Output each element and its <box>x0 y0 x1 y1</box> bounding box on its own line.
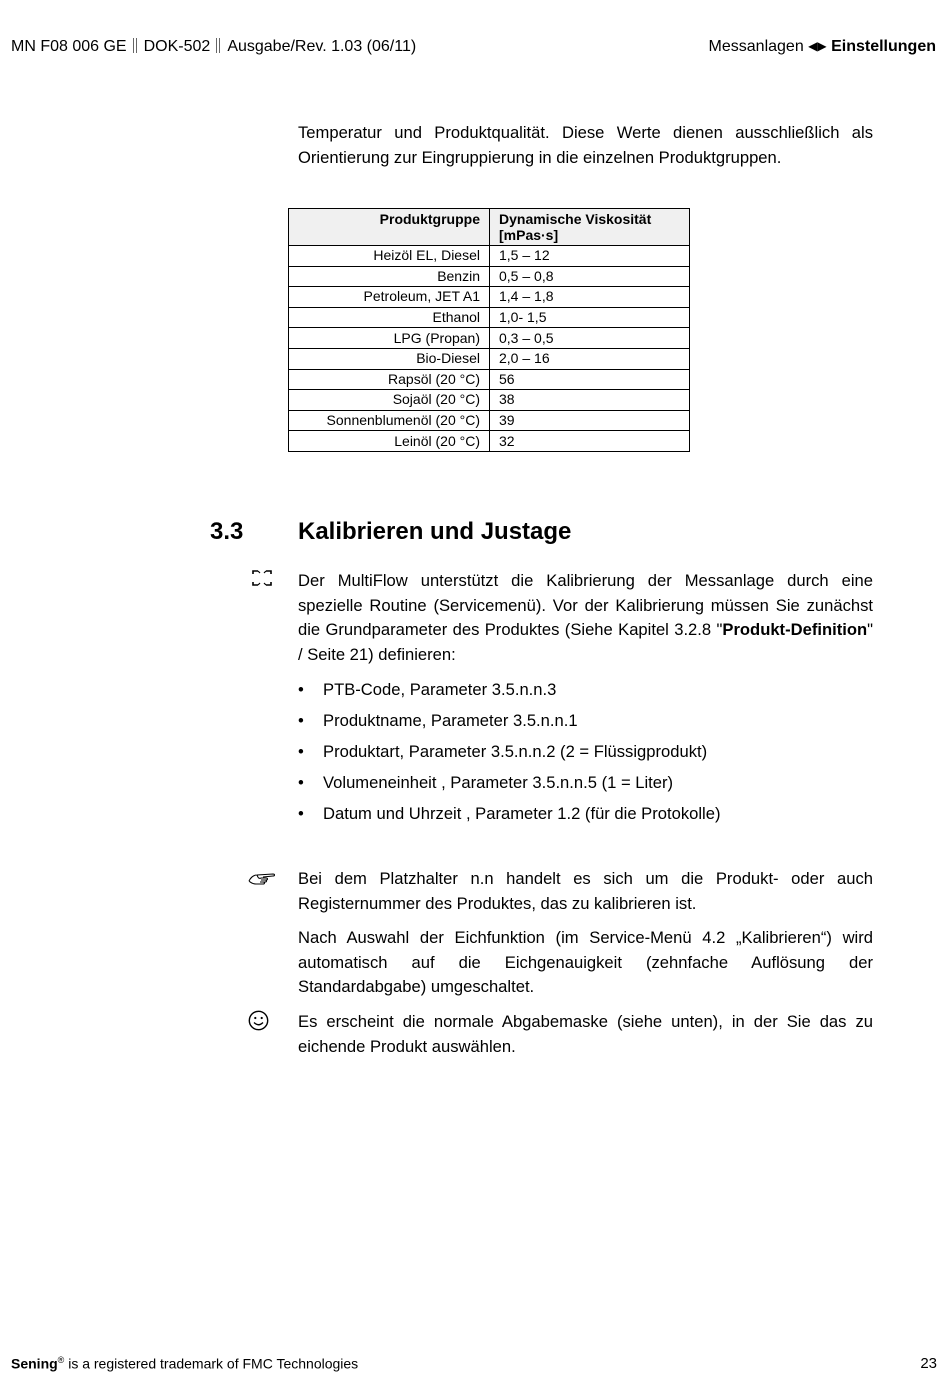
list-item: • Volumeneinheit , Parameter 3.5.n.n.5 (1 = Liter) <box>298 771 721 802</box>
cell-product-group: LPG (Propan) <box>289 328 490 349</box>
page-header <box>11 38 936 60</box>
breadcrumb-parent: Messanlagen <box>708 38 804 55</box>
cell-viscosity: 56 <box>490 369 690 390</box>
cell-product-group: Sonnenblumenöl (20 °C) <box>289 410 490 431</box>
smiley-icon <box>248 1010 269 1031</box>
header-viscosity <box>490 209 690 246</box>
separator <box>216 38 220 53</box>
triangle-left-icon: ◀ <box>808 39 818 53</box>
table-row <box>289 328 690 349</box>
trademark-notice <box>11 1355 358 1372</box>
cell-viscosity: 1,5 – 12 <box>490 246 690 267</box>
table-row <box>289 287 690 308</box>
cell-product-group: Rapsöl (20 °C) <box>289 369 490 390</box>
para1-text: Der MultiFlow unterstützt die Kalibrierung der Messanlage durch eine spezielle Routine (Servicemenü). Vor der Kalibrierung müssen Sie zunächst die Grundparameter des Produktes (Siehe Kapitel 3.2.8 " <box>298 571 873 639</box>
doc-id: MN F08 006 GE <box>11 38 127 55</box>
cell-viscosity: 38 <box>490 390 690 411</box>
pointing-hand-icon <box>247 869 281 887</box>
table-row <box>289 410 690 431</box>
brand-name: Sening <box>11 1355 58 1372</box>
calibration-intro-paragraph <box>298 569 873 667</box>
cell-product-group: Sojaöl (20 °C) <box>289 390 490 411</box>
list-item: • Datum und Uhrzeit , Parameter 1.2 (für die Protokolle) <box>298 802 721 833</box>
section-number: 3.3 <box>210 518 244 545</box>
doc-revision: Ausgabe/Rev. 1.03 (06/11) <box>227 38 417 55</box>
page-footer <box>11 1355 937 1375</box>
header-doc-info <box>11 38 416 56</box>
header-breadcrumb <box>709 38 936 56</box>
registered-mark: ® <box>57 1355 65 1365</box>
table-row <box>289 369 690 390</box>
cell-product-group: Leinöl (20 °C) <box>289 431 490 452</box>
table-row <box>289 307 690 328</box>
result-paragraph: Es erscheint die normale Abgabemaske (siehe unten), in der Sie das zu eichende Produkt auswählen. <box>298 1012 873 1056</box>
list-item: • PTB-Code, Parameter 3.5.n.n.3 <box>298 678 721 709</box>
cell-product-group: Benzin <box>289 266 490 287</box>
table-row <box>289 246 690 267</box>
section-title: Kalibrieren und Justage <box>298 518 572 545</box>
separator <box>133 38 137 53</box>
chapter-reference: Produkt-Definition <box>722 620 868 639</box>
header-viscosity-label: Dynamische Viskosität <box>499 211 652 227</box>
cell-viscosity: 0,5 – 0,8 <box>490 266 690 287</box>
cell-product-group: Ethanol <box>289 307 490 328</box>
list-item: • Produktname, Parameter 3.5.n.n.1 <box>298 709 721 740</box>
doc-code: DOK-502 <box>143 38 211 55</box>
header-product-group: Produktgruppe <box>289 209 490 246</box>
triangle-right-icon: ▶ <box>817 39 827 53</box>
table-row <box>289 390 690 411</box>
table-header-row <box>289 209 690 246</box>
parameter-list <box>298 678 721 833</box>
header-viscosity-unit: [mPas·s] <box>499 227 559 243</box>
list-item: • Produktart, Parameter 3.5.n.n.2 (2 = Flüssigprodukt) <box>298 740 721 771</box>
breadcrumb-current: Einstellungen <box>831 38 936 55</box>
cell-product-group: Heizöl EL, Diesel <box>289 246 490 267</box>
calibration-switch-paragraph: Nach Auswahl der Eichfunktion (im Service-Menü 4.2 „Kalibrieren“) wird automatisch auf die Eichgenauigkeit (zehnfache Auflösung der Standardabgabe) umgeschaltet. <box>298 928 873 996</box>
trademark-text: is a registered trademark of FMC Technologies <box>64 1355 359 1372</box>
cell-viscosity: 1,0- 1,5 <box>490 307 690 328</box>
page-number: 23 <box>920 1355 937 1372</box>
cell-viscosity: 32 <box>490 431 690 452</box>
viscosity-table <box>288 208 690 452</box>
table-row <box>289 266 690 287</box>
table-row <box>289 348 690 369</box>
cell-viscosity: 0,3 – 0,5 <box>490 328 690 349</box>
table-body <box>289 246 690 452</box>
cell-product-group: Bio-Diesel <box>289 348 490 369</box>
procedure-frame-icon <box>251 569 273 587</box>
intro-paragraph: Temperatur und Produktqualität. Diese Werte dienen ausschließlich als Orientierung zur Eingruppierung in die einzelnen Produktgruppen. <box>298 123 873 167</box>
cell-viscosity: 39 <box>490 410 690 431</box>
cell-viscosity: 2,0 – 16 <box>490 348 690 369</box>
placeholder-note-paragraph: Bei dem Platzhalter n.n handelt es sich um die Produkt- oder auch Registernummer des Produktes, das zu kalibrieren ist. <box>298 869 873 913</box>
cell-product-group: Petroleum, JET A1 <box>289 287 490 308</box>
para1-text-end: " / Seite 21) definieren: <box>298 620 873 664</box>
cell-viscosity: 1,4 – 1,8 <box>490 287 690 308</box>
table-row <box>289 431 690 452</box>
